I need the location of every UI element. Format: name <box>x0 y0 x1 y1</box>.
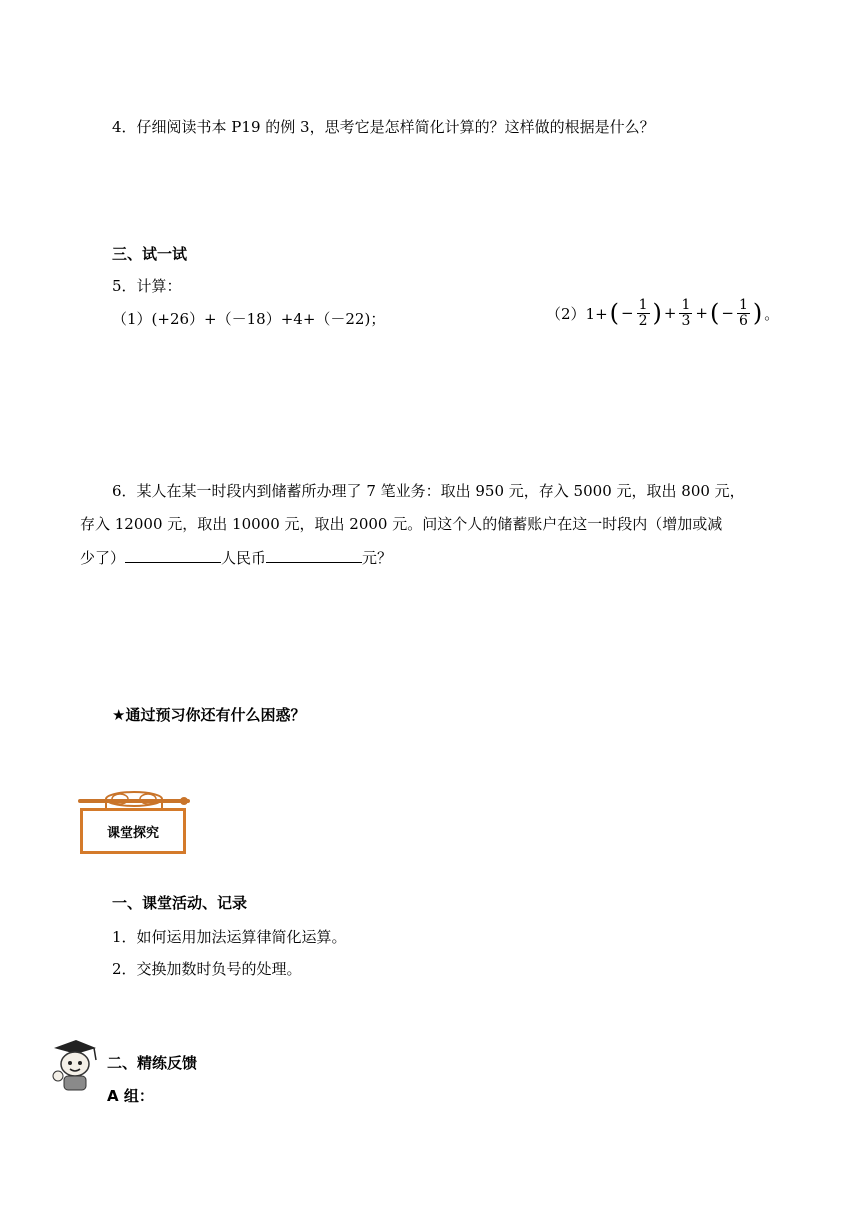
plus-sign: + <box>663 304 677 323</box>
fraction-denominator: 3 <box>681 312 691 329</box>
answer-blank-direction[interactable] <box>125 546 221 563</box>
activity-title: 一、课堂活动、记录 <box>112 894 248 912</box>
fraction-1-6 <box>737 298 750 328</box>
close-paren: ) <box>752 299 763 328</box>
fraction-1-3 <box>679 298 692 328</box>
feedback-title: 二、精练反馈 <box>107 1054 198 1072</box>
close-paren: ) <box>652 299 662 328</box>
q6-text-b: 人民币 <box>221 549 267 567</box>
q6-text-c: 元？ <box>362 549 393 567</box>
question-4: 4．仔细阅读书本 P19 的例 3，思考它是怎样简化计算的？这样做的根据是什么？ <box>112 118 655 136</box>
question-5-label: 5．计算： <box>112 277 182 295</box>
question-5-part-2 <box>546 298 779 328</box>
part-2-prefix: （2）1+ <box>546 304 608 323</box>
student-mascot-icon <box>46 1036 98 1094</box>
part-2-suffix: 。 <box>764 304 780 323</box>
confusion-prompt: ★通过预习你还有什么困惑？ <box>112 706 306 724</box>
fraction-denominator: 6 <box>738 312 748 329</box>
minus-sign: − <box>621 304 634 323</box>
minus-sign: − <box>721 304 734 323</box>
open-paren: ( <box>609 299 620 328</box>
fraction-numerator: 1 <box>738 297 748 313</box>
open-paren: ( <box>709 299 720 328</box>
fraction-denominator: 2 <box>638 312 648 329</box>
fraction-numerator: 1 <box>638 297 648 313</box>
answer-blank-amount[interactable] <box>266 546 362 563</box>
question-6-line-2: 存入 12000 元，取出 10000 元，取出 2000 元。问这个人的储蓄账户在这一时段内（增加或减 <box>80 515 723 533</box>
banner-frame <box>80 808 186 854</box>
fraction-numerator: 1 <box>681 297 691 313</box>
fraction-1-2 <box>637 298 650 328</box>
section-3-title: 三、试一试 <box>112 245 188 263</box>
activity-item-2: 2．交换加数时负号的处理。 <box>112 960 302 978</box>
q6-text-a: 少了） <box>80 549 126 567</box>
question-6-line-1: 6．某人在某一时段内到储蓄所办理了 7 笔业务：取出 950 元，存入 5000 元，取出 800 元， <box>112 482 745 500</box>
plus-sign: + <box>695 304 708 323</box>
question-6-line-3 <box>80 546 392 568</box>
classroom-inquiry-banner <box>76 788 192 858</box>
banner-label: 课堂探究 <box>106 825 159 841</box>
activity-item-1: 1．如何运用加法运算律简化运算。 <box>112 928 347 946</box>
question-5-part-1: （1）(+26）+（－18）+4+（－22)； <box>112 310 386 328</box>
group-a-label: A 组： <box>107 1087 154 1105</box>
